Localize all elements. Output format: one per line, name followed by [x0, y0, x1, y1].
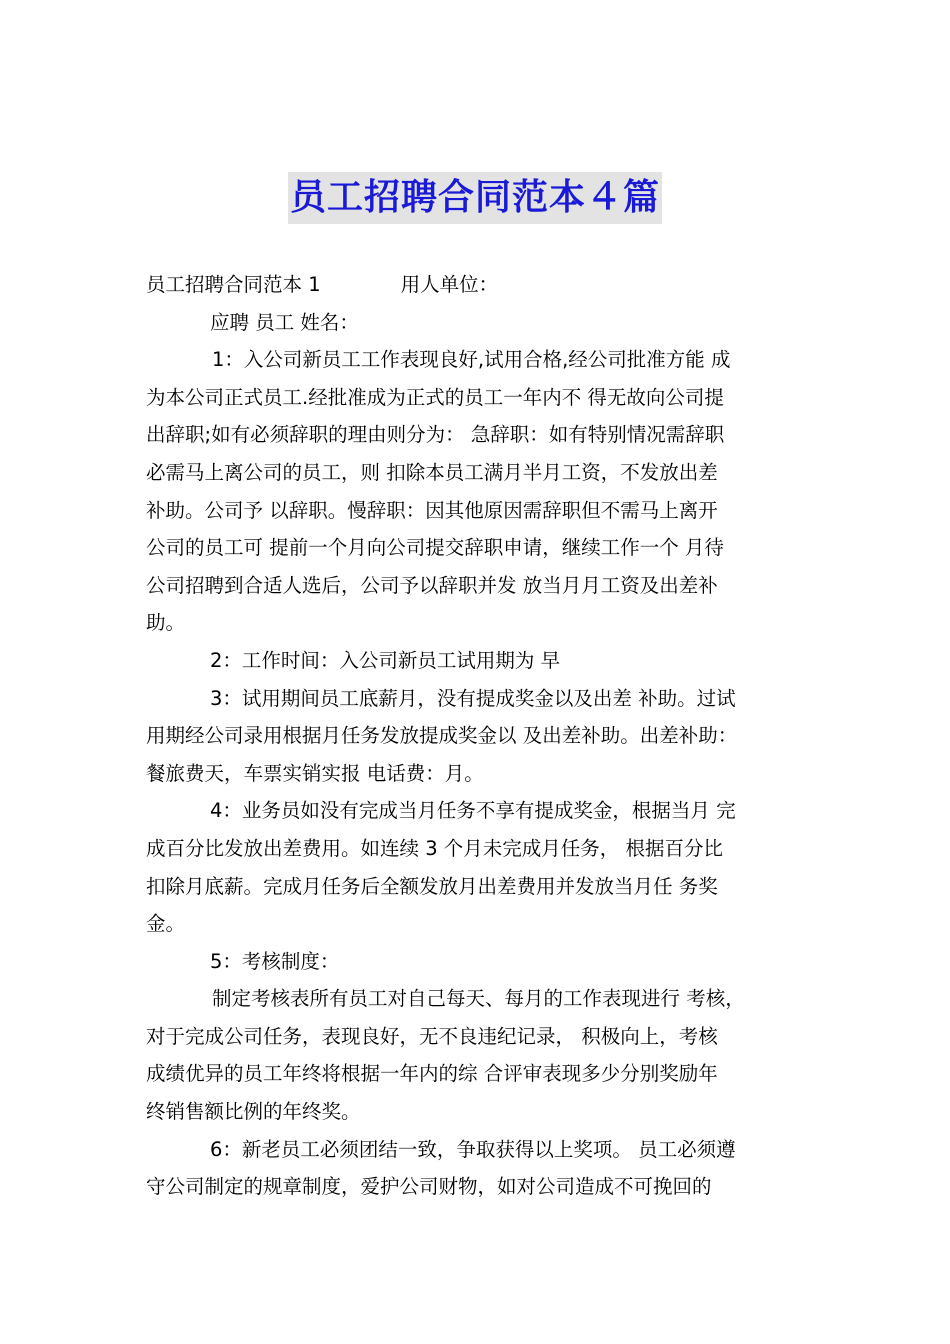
text-line: 为本公司正式员工.经批准成为正式的员工一年内不 得无故向公司提 [146, 385, 724, 409]
text-line: 终销售额比例的年终奖。 [146, 1100, 361, 1124]
text-line: 3：试用期间员工底薪月，没有提成奖金以及出差 补助。过试 [210, 686, 736, 710]
document-title-wrap [0, 172, 950, 224]
text-line: 对于完成公司任务，表现良好，无不良违纪记录， 积极向上，考核 [146, 1024, 718, 1048]
text-line: 必需马上离公司的员工，则 扣除本员工满月半月工资，不发放出差 [146, 460, 718, 484]
text-line: 2：工作时间：入公司新员工试用期为 早 [210, 648, 561, 672]
text-line: 守公司制定的规章制度，爱护公司财物，如对公司造成不可挽回的 [146, 1175, 712, 1199]
text-line: 公司的员工可 提前一个月向公司提交辞职申请，继续工作一个 月待 [146, 536, 724, 560]
header-line [146, 266, 810, 304]
text-line: 补助。公司予 以辞职。慢辞职：因其他原因需辞职但不需马上离开 [146, 498, 718, 522]
contract-name: 员工招聘合同范本 1 [146, 273, 321, 296]
text-line: 出辞职;如有必须辞职的理由则分为： 急辞职：如有特别情况需辞职 [146, 423, 725, 447]
employer-label: 用人单位： [400, 273, 499, 296]
text-line: 1：入公司新员工工作表现良好,试用合格,经公司批准方能 成 [212, 348, 731, 372]
text-line: 金。 [146, 912, 186, 936]
text-line: 成百分比发放出差费用。如连续 3 个月未完成月任务， 根据百分比 [146, 836, 724, 860]
text-line: 制定考核表所有员工对自己每天、每月的工作表现进行 考核， [212, 987, 745, 1011]
text-line: 餐旅费天，车票实销实报 电话费：月。 [146, 761, 484, 785]
text-line: 助。 [146, 611, 186, 635]
text-line: 4：业务员如没有完成当月任务不享有提成奖金，根据当月 完 [210, 799, 736, 823]
text-line: 用期经公司录用根据月任务发放提成奖金以 及出差补助。出差补助： [146, 724, 738, 748]
text-line: 成绩优异的员工年终将根据一年内的综 合评审表现多少分别奖励年 [146, 1062, 718, 1086]
text-line: 公司招聘到合适人选后，公司予以辞职并发 放当月月工资及出差补 [146, 573, 718, 597]
text-line: 应聘 员工 姓名： [210, 310, 359, 334]
text-line: 6：新老员工必须团结一致，争取获得以上奖项。 员工必须遵 [210, 1137, 736, 1161]
text-line: 5：考核制度： [210, 949, 340, 973]
text-line: 扣除月底薪。完成月任务后全额发放月出差费用并发放当月任 务奖 [146, 874, 718, 898]
document-body [146, 266, 810, 1206]
document-title: 员工招聘合同范本４篇 [288, 172, 662, 224]
